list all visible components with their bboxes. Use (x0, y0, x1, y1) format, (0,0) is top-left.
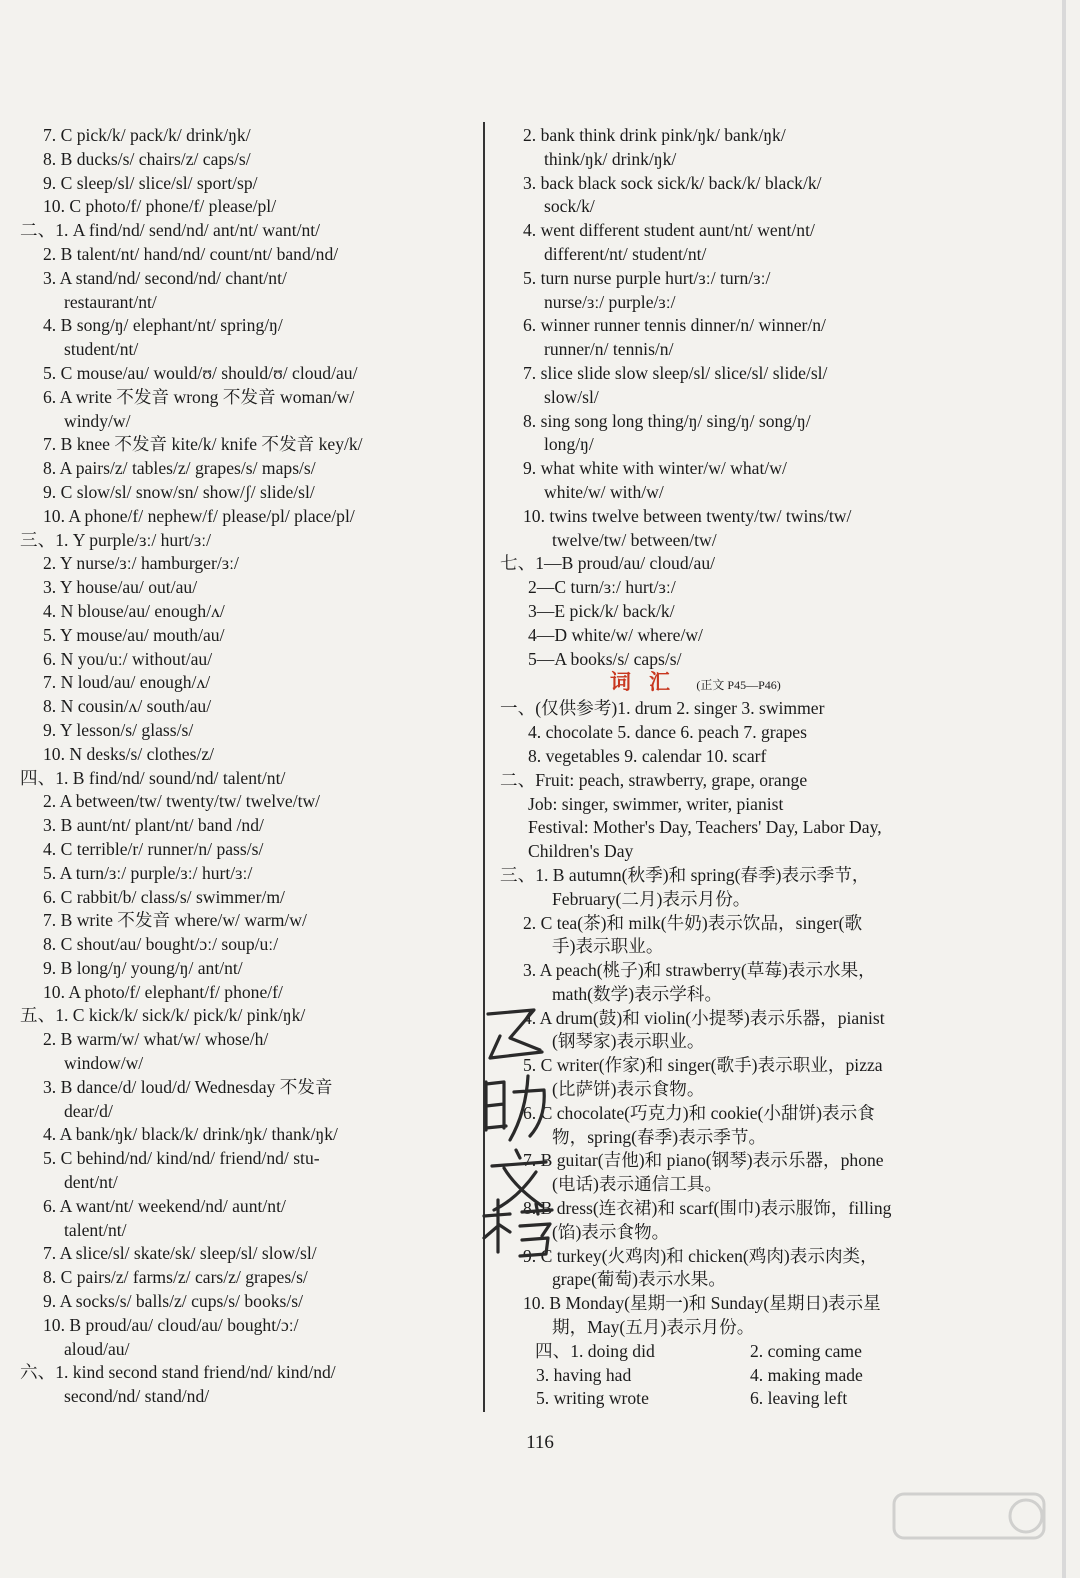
answer-line: 6. N you/uː/ without/au/ (43, 648, 213, 669)
answer-line: 9. B long/ŋ/ young/ŋ/ ant/nt/ (43, 957, 243, 978)
section-six-line: 六、1. kind second stand friend/nd/ kind/nd/ (20, 1362, 336, 1383)
vocab-continuation: February(二月)表示月份。 (552, 888, 751, 909)
answer-line: 4. went different student aunt/nt/ went/nt/ (523, 220, 815, 241)
answer-continuation: twelve/tw/ between/tw/ (552, 529, 717, 550)
answer-line: 8. N cousin/ʌ/ south/au/ (43, 696, 212, 717)
answer-continuation: student/nt/ (64, 339, 139, 360)
answer-line: 3. back black sock sick/k/ back/k/ black/k/ (523, 172, 822, 193)
section-four-row (500, 1364, 970, 1388)
answer-line: 6. A write 不发音 wrong 不发音 woman/w/ (43, 386, 355, 407)
vocab-line: 5. C writer(作家)和 singer(歌手)表示职业，pizza (523, 1055, 883, 1076)
answer-line: 8. B ducks/s/ chairs/z/ caps/s/ (43, 148, 251, 169)
answer-continuation: white/w/ with/w/ (544, 481, 664, 502)
watermark-graphic (888, 1490, 1058, 1560)
vocab-continuation: (电话)表示通信工具。 (552, 1174, 723, 1195)
answer-line: 4. A bank/ŋk/ black/k/ drink/ŋk/ thank/ŋk/ (43, 1124, 338, 1145)
answer-line: 9. what white with winter/w/ what/w/ (523, 458, 787, 479)
answer-line: 10. B proud/au/ cloud/au/ bought/ɔː/ (43, 1314, 299, 1335)
vocab-line: 8. vegetables 9. calendar 10. scarf (528, 745, 767, 766)
page-edge (1062, 0, 1066, 1578)
answer-line: 8. C pairs/z/ farms/z/ cars/z/ grapes/s/ (43, 1267, 308, 1288)
answer-continuation: nurse/ɜː/ purple/ɜː/ (544, 291, 676, 312)
answer-continuation: dent/nt/ (64, 1172, 118, 1193)
answer-continuation: different/nt/ student/nt/ (544, 243, 707, 264)
vocab-line: 2. C tea(茶)和 milk(牛奶)表示饮品，singer(歌 (523, 912, 863, 933)
section-five-line: 五、1. C kick/k/ sick/k/ pick/k/ pink/ŋk/ (20, 1005, 306, 1026)
answer-continuation: think/ŋk/ drink/ŋk/ (544, 148, 677, 169)
vocab-continuation: 物，spring(春季)表示季节。 (552, 1126, 767, 1147)
answer-line: 4. B song/ŋ/ elephant/nt/ spring/ŋ/ (43, 315, 283, 336)
vocab-section-one-line: 一、(仅供参考)1. drum 2. singer 3. swimmer (500, 698, 825, 719)
answer-line: 10. A phone/f/ nephew/f/ please/pl/ place/pl/ (43, 505, 355, 526)
answer-pair: 4. making made (750, 1364, 863, 1385)
vocab-section-two-line: 二、Fruit: peach, strawberry, grape, orange (500, 769, 808, 790)
answer-line: 6. C rabbit/b/ class/s/ swimmer/m/ (43, 886, 285, 907)
vocab-line: 7. B guitar(吉他)和 piano(钢琴)表示乐器，phone (523, 1150, 884, 1171)
vocab-continuation: (钢琴家)表示职业。 (552, 1031, 705, 1052)
answer-line: 4. C terrible/r/ runner/n/ pass/s/ (43, 838, 264, 859)
answer-line: 8. A pairs/z/ tables/z/ grapes/s/ maps/s/ (43, 458, 316, 479)
vocab-line: 8. B dress(连衣裙)和 scarf(围巾)表示服饰，filling (523, 1198, 892, 1219)
section-four-line: 四、1. B find/nd/ sound/nd/ talent/nt/ (20, 767, 286, 788)
answer-line: 5—A books/s/ caps/s/ (528, 648, 682, 669)
vocab-heading-title: 词汇 (610, 670, 688, 695)
answer-line: 9. Y lesson/s/ glass/s/ (43, 719, 194, 740)
answer-line: 9. C sleep/sl/ slice/sl/ sport/sp/ (43, 172, 258, 193)
answer-line: 3. Y house/au/ out/au/ (43, 577, 198, 598)
answer-line: 2. bank think drink pink/ŋk/ bank/ŋk/ (523, 125, 786, 145)
answer-line: 9. A socks/s/ balls/z/ cups/s/ books/s/ (43, 1291, 304, 1312)
answer-line: 2—C turn/ɜː/ hurt/ɜː/ (528, 577, 676, 598)
answer-line: 8. C shout/au/ bought/ɔː/ soup/uː/ (43, 934, 279, 955)
answer-line: 2. Y nurse/ɜː/ hamburger/ɜː/ (43, 553, 239, 574)
answer-pair: 5. writing wrote (536, 1388, 649, 1409)
vocab-line: 9. C turkey(火鸡肉)和 chicken(鸡肉)表示肉类， (523, 1245, 878, 1266)
vocab-heading-pages: (正文 P45—P46) (696, 678, 781, 693)
section-seven-line: 七、1—B proud/au/ cloud/au/ (500, 553, 716, 574)
answer-continuation: long/ŋ/ (544, 434, 594, 455)
answer-continuation: talent/nt/ (64, 1219, 127, 1240)
answer-continuation: window/w/ (64, 1053, 144, 1074)
answer-line: 3. B dance/d/ loud/d/ Wednesday 不发音 (43, 1076, 333, 1097)
vocab-line: 6. C chocolate(巧克力)和 cookie(小甜饼)表示食 (523, 1102, 875, 1123)
answer-pair: 1. doing did (570, 1340, 655, 1361)
vocab-line: Festival: Mother's Day, Teachers' Day, Labor Day, (528, 817, 882, 838)
answer-line: 6. A want/nt/ weekend/nd/ aunt/nt/ (43, 1195, 286, 1216)
vocab-continuation: grape(葡萄)表示水果。 (552, 1269, 726, 1290)
vocab-continuation: 手)表示职业。 (552, 936, 664, 957)
handwritten-note (470, 1000, 560, 1260)
answer-line: 6. winner runner tennis dinner/n/ winner/n/ (523, 315, 826, 336)
answer-line: 7. N loud/au/ enough/ʌ/ (43, 672, 211, 693)
answer-pair: 3. having had (536, 1364, 632, 1385)
answer-line: 5. A turn/ɜː/ purple/ɜː/ hurt/ɜː/ (43, 862, 253, 883)
vocab-line: Job: singer, swimmer, writer, pianist (528, 793, 784, 814)
answer-line: 10. A photo/f/ elephant/f/ phone/f/ (43, 981, 283, 1002)
answer-continuation: aloud/au/ (64, 1338, 130, 1359)
vocab-line: 4. chocolate 5. dance 6. peach 7. grapes (528, 722, 807, 743)
left-column (20, 124, 475, 1409)
vocab-line: 4. A drum(鼓)和 violin(小提琴)表示乐器，pianist (523, 1007, 885, 1028)
answer-line: 4—D white/w/ where/w/ (528, 624, 703, 645)
answer-line: 7. A slice/sl/ skate/sk/ sleep/sl/ slow/sl/ (43, 1243, 317, 1264)
vocab-continuation: 期，May(五月)表示月份。 (552, 1317, 755, 1338)
vocab-heading (500, 671, 970, 697)
vocab-continuation: (比萨饼)表示食物。 (552, 1079, 705, 1100)
page-number: 116 (526, 1432, 554, 1453)
section-three-line: 三、1. Y purple/ɜː/ hurt/ɜː/ (20, 529, 212, 550)
answer-line: 7. C pick/k/ pack/k/ drink/ŋk/ (43, 125, 251, 145)
answer-pair: 6. leaving left (750, 1388, 848, 1409)
section-four-row (500, 1340, 970, 1364)
answer-line: 3—E pick/k/ back/k/ (528, 600, 675, 621)
answer-line: 4. N blouse/au/ enough/ʌ/ (43, 600, 225, 621)
answer-line: 5. C mouse/au/ would/ʊ/ should/ʊ/ cloud/au/ (43, 362, 358, 383)
answer-continuation: restaurant/nt/ (64, 291, 157, 312)
answer-line: 7. slice slide slow sleep/sl/ slice/sl/ slide/sl/ (523, 362, 828, 383)
vocab-continuation: (馅)表示食物。 (552, 1221, 670, 1242)
answer-line: 2. B talent/nt/ hand/nd/ count/nt/ band/nd/ (43, 243, 339, 264)
vocab-line: 10. B Monday(星期一)和 Sunday(星期日)表示星 (523, 1293, 881, 1314)
vocab-line: 3. A peach(桃子)和 strawberry(草莓)表示水果， (523, 960, 876, 981)
answer-line: 5. C behind/nd/ kind/nd/ friend/nd/ stu- (43, 1148, 320, 1169)
answer-continuation: sock/k/ (544, 196, 595, 217)
answer-line: 2. B warm/w/ what/w/ whose/h/ (43, 1029, 269, 1050)
answer-line: 10. C photo/f/ phone/f/ please/pl/ (43, 196, 277, 217)
vocab-continuation: math(数学)表示学科。 (552, 983, 723, 1004)
answer-line: 5. Y mouse/au/ mouth/au/ (43, 624, 225, 645)
answer-line: 2. A between/tw/ twenty/tw/ twelve/tw/ (43, 791, 321, 812)
answer-line: 9. C slow/sl/ snow/sn/ show/ʃ/ slide/sl/ (43, 481, 315, 502)
watermark-logo (888, 1490, 1058, 1560)
answer-line: 5. turn nurse purple hurt/ɜː/ turn/ɜː/ (523, 267, 771, 288)
answer-line: 3. B aunt/nt/ plant/nt/ band /nd/ (43, 815, 264, 836)
answer-continuation: dear/d/ (64, 1100, 113, 1121)
section-four-label: 四、 (535, 1340, 571, 1361)
vocab-section-three-line: 三、1. B autumn(秋季)和 spring(春季)表示季节， (500, 864, 870, 885)
answer-line: 10. twins twelve between twenty/tw/ twins/tw/ (523, 505, 852, 526)
answer-pair: 2. coming came (750, 1340, 862, 1361)
answer-continuation: runner/n/ tennis/n/ (544, 339, 674, 360)
answer-line: 8. sing song long thing/ŋ/ sing/ŋ/ song/ŋ/ (523, 410, 811, 431)
answer-line: 10. N desks/s/ clothes/z/ (43, 743, 215, 764)
right-column (500, 124, 970, 1411)
answer-line: 7. B write 不发音 where/w/ warm/w/ (43, 910, 307, 931)
answer-line: 7. B knee 不发音 kite/k/ knife 不发音 key/k/ (43, 434, 363, 455)
answer-continuation: slow/sl/ (544, 386, 599, 407)
answer-continuation: second/nd/ stand/nd/ (64, 1386, 210, 1407)
section-two-line: 二、1. A find/nd/ send/nd/ ant/nt/ want/nt/ (20, 220, 321, 241)
section-four-cell (500, 1340, 750, 1364)
answer-line: 3. A stand/nd/ second/nd/ chant/nt/ (43, 267, 287, 288)
answer-continuation: windy/w/ (64, 410, 131, 431)
section-four-row (500, 1387, 970, 1411)
vocab-line: Children's Day (528, 841, 634, 862)
